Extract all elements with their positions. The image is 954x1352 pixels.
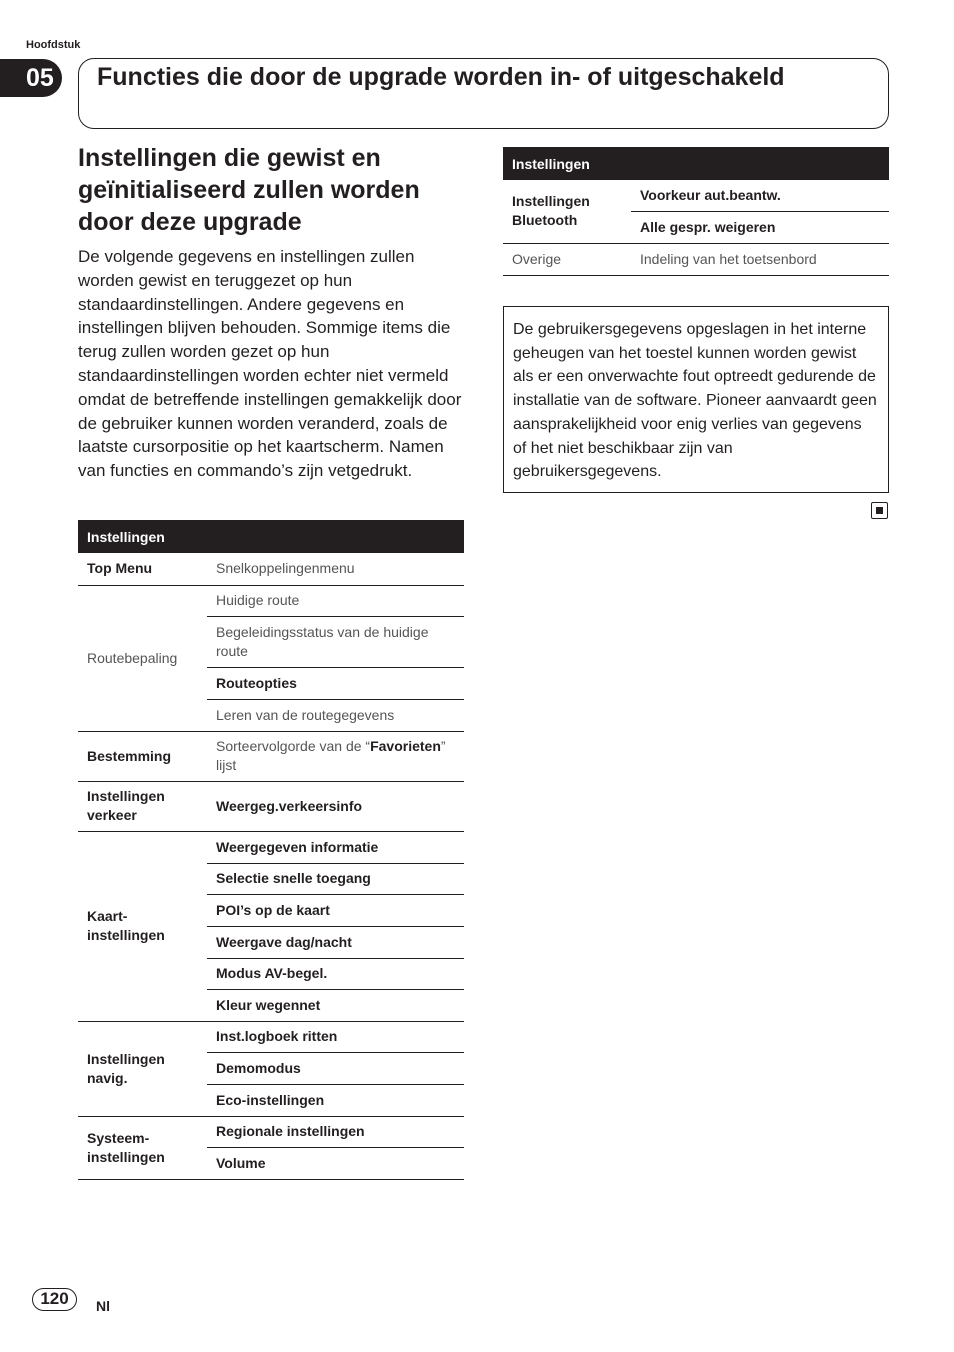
item-cell: POI’s op de kaart: [207, 894, 464, 926]
item-cell: Weergeg.verkeersinfo: [207, 781, 464, 831]
table-row: [78, 781, 464, 831]
table-row: [78, 831, 464, 863]
chapter-header: [78, 58, 889, 129]
category-cell: Instellingen navig.: [78, 1021, 207, 1116]
table-row: [503, 243, 889, 275]
table-row: [78, 585, 464, 616]
item-cell: Demomodus: [207, 1052, 464, 1084]
category-cell: Kaart-instellingen: [78, 831, 207, 1021]
item-cell: Regionale instellingen: [207, 1116, 464, 1147]
item-cell: Kleur wegennet: [207, 989, 464, 1021]
item-cell: Weergegeven informatie: [207, 831, 464, 863]
item-cell: Alle gespr. weigeren: [631, 211, 889, 243]
item-cell: Weergave dag/nacht: [207, 926, 464, 958]
table-row: [78, 1021, 464, 1052]
language-code: Nl: [96, 1298, 110, 1314]
item-cell: Snelkoppelingenmenu: [207, 553, 464, 585]
settings-table-left: [78, 520, 464, 1180]
item-cell: Selectie snelle toegang: [207, 863, 464, 894]
item-cell: Huidige route: [207, 585, 464, 616]
category-cell: Instellingen Bluetooth: [503, 180, 631, 243]
end-of-section-icon: [871, 502, 888, 519]
settings-table-right: [503, 147, 889, 276]
table-row: [503, 180, 889, 211]
chapter-title: Functies die door de upgrade worden in- of uitgeschakeld: [97, 63, 785, 91]
warning-note: De gebruikersgegevens opgeslagen in het interne geheugen van het toestel kunnen worden gewist als er een onverwachte fout optreedt gedurende de installatie van de software. Pioneer aanvaardt geen aansprakelijkheid voor enig verlies van gegevens of het niet beschikbaar zijn van gebruikersgegevens.: [503, 306, 889, 493]
category-cell: Instellingen verkeer: [78, 781, 207, 831]
item-cell: Leren van de routegegevens: [207, 699, 464, 731]
table-row: [78, 1116, 464, 1147]
item-cell: Modus AV-begel.: [207, 958, 464, 989]
chapter-label: Hoofdstuk: [26, 39, 81, 51]
table-row: [78, 553, 464, 585]
category-cell: Routebepaling: [78, 585, 207, 731]
category-cell: Bestemming: [78, 731, 207, 781]
item-cell: Indeling van het toetsenbord: [631, 243, 889, 275]
item-cell: Inst.logboek ritten: [207, 1021, 464, 1052]
category-cell: Overige: [503, 243, 631, 275]
table-header: Instellingen: [503, 147, 889, 180]
category-cell: Systeem-instellingen: [78, 1116, 207, 1179]
item-cell: Sorteervolgorde van de “Favorieten” lijst: [207, 731, 464, 781]
table-row: [78, 731, 464, 781]
item-cell: Routeopties: [207, 667, 464, 699]
intro-paragraph: De volgende gegevens en instellingen zullen worden gewist en teruggezet op hun standaardinstellingen. Andere gegevens en instellingen blijven behouden. Sommige items die terug zullen worden gezet op hun standaardinstellingen worden echter niet vermeld omdat de betreffende instellingen gemakkelijk door de gebruiker kunnen worden veranderd, zoals de laatste cursorpositie op het kaartscherm. Namen van functies en commando’s zijn vetgedrukt.: [78, 247, 462, 481]
item-cell: Eco-instellingen: [207, 1084, 464, 1116]
table-header: Instellingen: [78, 520, 464, 553]
item-cell: Volume: [207, 1147, 464, 1179]
category-cell: Top Menu: [78, 553, 207, 585]
item-cell: Begeleidingsstatus van de huidige route: [207, 616, 464, 667]
chapter-number: 05: [0, 59, 62, 97]
item-cell: Voorkeur aut.beantw.: [631, 180, 889, 211]
section-heading: Instellingen die gewist en geïnitialiseerd zullen worden door deze upgrade: [78, 144, 420, 236]
page-number: 120: [32, 1288, 77, 1311]
